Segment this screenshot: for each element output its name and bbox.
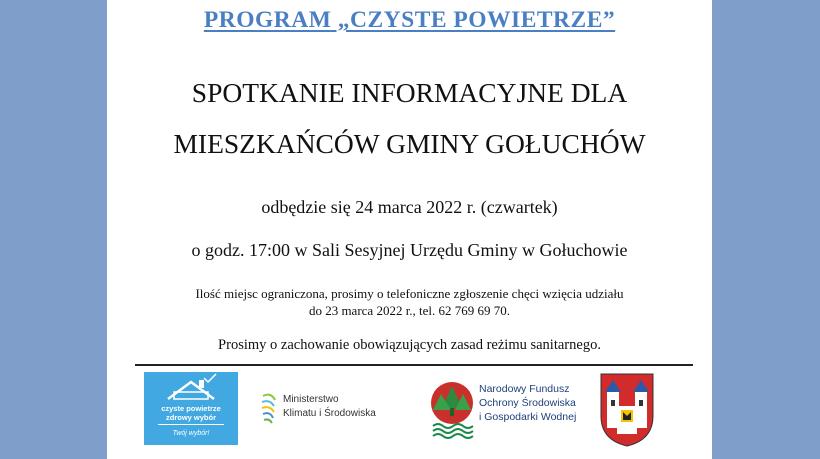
- meeting-heading-line2: MIESZKAŃCÓW GMINY GOŁUCHÓW: [173, 128, 646, 159]
- divider: [135, 364, 693, 366]
- cp-logo-line1: czyste powietrze: [161, 404, 221, 413]
- cp-logo-rule: [158, 424, 224, 425]
- program-title: PROGRAM „CZYSTE POWIETRZE”: [203, 7, 616, 33]
- czyste-powietrze-logo: [144, 372, 238, 445]
- registration-note-line2: do 23 marca 2022 r., tel. 62 769 69 70.: [308, 303, 511, 318]
- house-icon: [144, 372, 238, 404]
- ministry-name-line2: Klimatu i Środowiska: [283, 408, 376, 419]
- date-line: odbędzie się 24 marca 2022 r. (czwartek): [261, 197, 558, 217]
- coat-of-arms-icon: [597, 372, 657, 448]
- fund-emblem-icon: [429, 380, 475, 440]
- sanitary-note: Prosimy o zachowanie obowiązujących zasad reżimu sanitarnego.: [218, 337, 601, 353]
- poster-page: [107, 0, 712, 459]
- meeting-heading-line1: SPOTKANIE INFORMACYJNE DLA: [191, 77, 628, 108]
- cp-logo-line2: zdrowy wybór: [165, 413, 216, 422]
- place-line: o godz. 17:00 w Sali Sesyjnej Urzędu Gminy w Gołuchowie: [191, 240, 628, 260]
- cp-logo-slogan: Twój wybór!: [172, 430, 210, 437]
- registration-note-line1: Ilość miejsc ograniczona, prosimy o telefoniczne zgłoszenie chęci wzięcia udziału: [195, 286, 624, 301]
- fund-name-line3: i Gospodarki Wodnej: [479, 411, 577, 423]
- fund-name-line1: Narodowy Fundusz: [479, 383, 570, 395]
- ministerstwo-klimatu-logo: [259, 390, 399, 430]
- ministry-emblem-icon: [259, 390, 281, 426]
- ministry-name-line1: Ministerstwo: [283, 394, 339, 405]
- fund-name-line2: Ochrony Środowiska: [479, 397, 576, 409]
